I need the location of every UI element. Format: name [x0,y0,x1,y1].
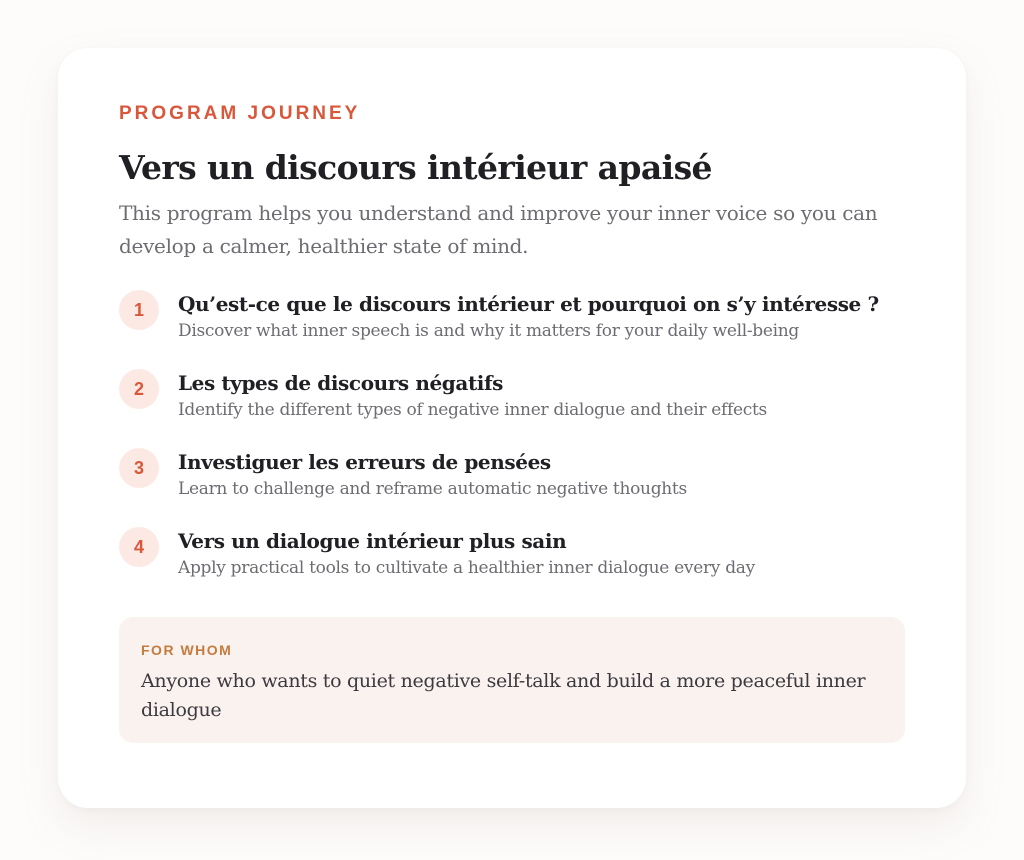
step-number-badge: 2 [119,369,159,409]
step-title: Vers un dialogue intérieur plus sain [178,529,567,553]
program-journey-card [58,48,966,808]
audience-panel [119,617,905,743]
steps-list [119,290,905,606]
step-number-badge: 1 [119,290,159,330]
program-title: Vers un discours intérieur apaisé [119,148,712,187]
audience-label: FOR WHOM [141,642,233,658]
step-body [178,448,687,503]
step-body [178,527,755,582]
step-title: Qu’est-ce que le discours intérieur et pourquoi on s’y intéresse ? [178,292,879,316]
eyebrow-label: PROGRAM JOURNEY [119,103,361,124]
step-item-4 [119,527,905,606]
step-item-1 [119,290,905,369]
step-description: Discover what inner speech is and why it matters for your daily well-being [178,321,800,341]
step-body [178,369,767,424]
step-description: Identify the different types of negative inner dialogue and their effects [178,400,767,420]
step-number-badge: 3 [119,448,159,488]
step-item-3 [119,448,905,527]
step-description: Learn to challenge and reframe automatic negative thoughts [178,479,687,499]
step-item-2 [119,369,905,448]
program-intro: This program helps you understand and improve your inner voice so you can develop a calmer, healthier state of mind. [119,201,878,258]
step-title: Les types de discours négatifs [178,371,504,395]
step-number-badge: 4 [119,527,159,567]
step-title: Investiguer les erreurs de pensées [178,450,551,474]
audience-text: Anyone who wants to quiet negative self-talk and build a more peaceful inner dialogue [141,670,866,721]
step-body [178,290,879,345]
step-description: Apply practical tools to cultivate a healthier inner dialogue every day [178,558,755,578]
